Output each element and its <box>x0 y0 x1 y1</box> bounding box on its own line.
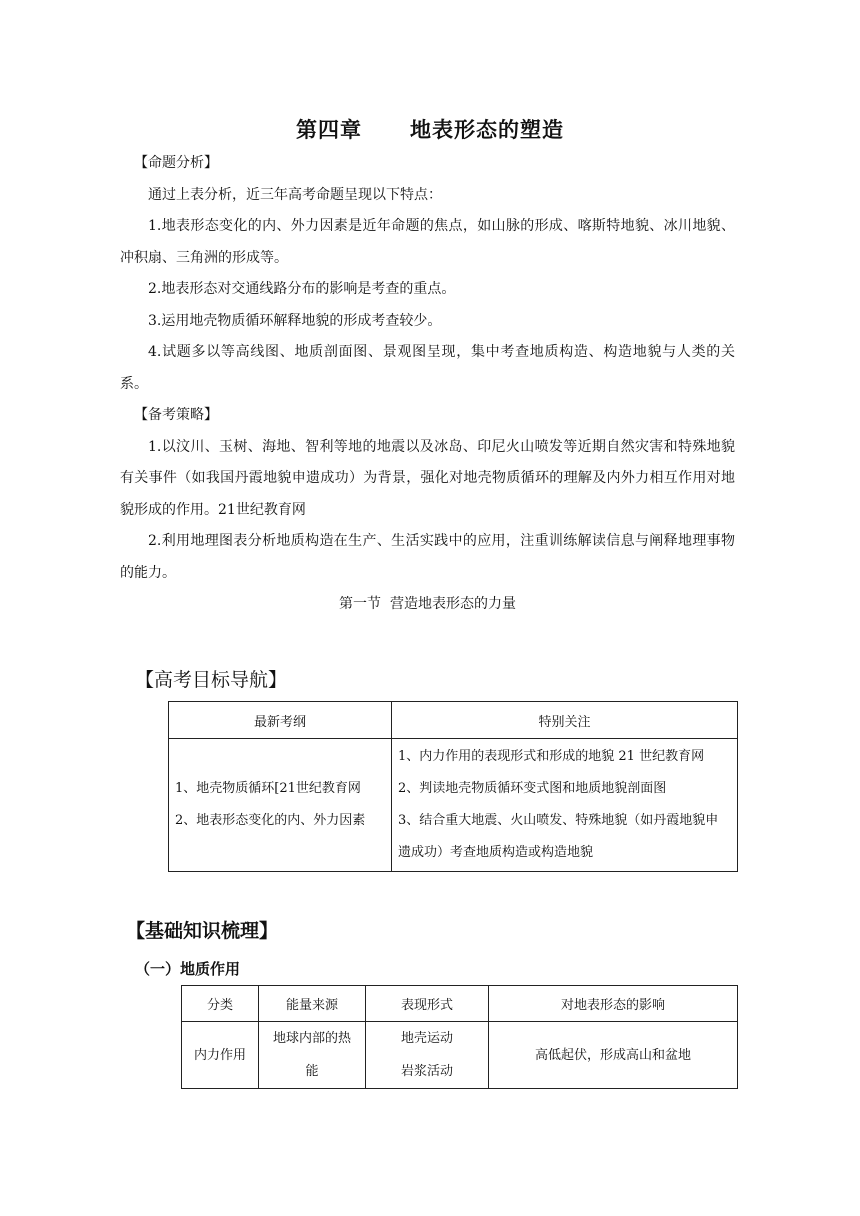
table-cell <box>259 1022 366 1089</box>
goals-heading: 【高考目标导航】 <box>135 669 288 691</box>
basics-heading: 【基础知识梳理】 <box>126 920 279 942</box>
intro-section <box>120 148 735 621</box>
chapter-title <box>0 114 860 144</box>
analysis-heading: 【命题分析】 <box>134 155 218 171</box>
table-cell <box>392 739 738 872</box>
strategy-point: 2.利用地理图表分析地质构造在生产、生活实践中的应用，注重训练解读信息与阐释地理事物的能力。 <box>120 533 735 581</box>
strategy-heading: 【备考策略】 <box>134 407 218 423</box>
geologic-process-table <box>181 985 738 1089</box>
table-header-cell: 分类 <box>182 986 259 1022</box>
chapter-number: 第四章 <box>296 118 362 142</box>
table-header-row <box>182 986 738 1022</box>
table-header-cell: 能量来源 <box>259 986 366 1022</box>
analysis-point: 1.地表形态变化的内、外力因素是近年命题的焦点，如山脉的形成、喀斯特地貌、冰川地貌、冲积扇、三角洲的形成等。 <box>120 218 735 266</box>
table-header-row <box>169 702 738 739</box>
table-header-cell: 表现形式 <box>366 986 489 1022</box>
chapter-name: 地表形态的塑造 <box>410 118 564 142</box>
cell-line: 地球内部的热 <box>272 1031 351 1046</box>
table-header-cell: 最新考纲 <box>169 702 392 739</box>
table-header-cell: 特别关注 <box>392 702 738 739</box>
analysis-point: 3.运用地壳物质循环解释地貌的形成考查较少。 <box>148 312 442 329</box>
table-cell: 内力作用 <box>182 1022 259 1089</box>
table-cell: 高低起伏，形成高山和盆地 <box>489 1022 738 1089</box>
analysis-point: 4.试题多以等高线图、地质剖面图、景观图呈现，集中考查地质构造、构造地貌与人类的关系。 <box>120 344 735 392</box>
basics-subheading: （一）地质作用 <box>135 960 241 978</box>
table-header-cell: 对地表形态的影响 <box>489 986 738 1022</box>
strategy-point: 1.以汶川、玉树、海地、智利等地的地震以及冰岛、印尼火山喷发等近期自然灾害和特殊地貌有关事件（如我国丹霞地貌申遗成功）为背景，强化对地壳物质循环的理解及内外力相互作用对地貌形成的作用。21世纪教育网 <box>120 438 735 518</box>
table-row <box>182 1022 738 1089</box>
goals-table <box>168 701 738 872</box>
goal-item: 1、地壳物质循环[21世纪教育网 <box>175 781 361 796</box>
focus-item: 2、判读地壳物质循环变式图和地质地貌剖面图 <box>398 781 667 796</box>
focus-item: 3、结合重大地震、火山喷发、特殊地貌（如丹霞地貌申遗成功）考查地质构造或构造地貌 <box>398 813 719 860</box>
analysis-intro: 通过上表分析，近三年高考命题呈现以下特点： <box>148 186 442 203</box>
focus-item: 1、内力作用的表现形式和形成的地貌 21 世纪教育网 <box>398 749 705 764</box>
cell-line: 岩浆活动 <box>400 1064 453 1079</box>
table-cell <box>366 1022 489 1089</box>
cell-line: 地壳运动 <box>400 1031 453 1046</box>
table-row <box>169 739 738 872</box>
cell-line: 能 <box>305 1064 319 1079</box>
analysis-point: 2.地表形态对交通线路分布的影响是考查的重点。 <box>148 281 456 297</box>
table-cell <box>169 739 392 872</box>
section-title: 第一节 营造地表形态的力量 <box>339 596 516 612</box>
goal-item: 2、地表形态变化的内、外力因素 <box>175 813 366 828</box>
